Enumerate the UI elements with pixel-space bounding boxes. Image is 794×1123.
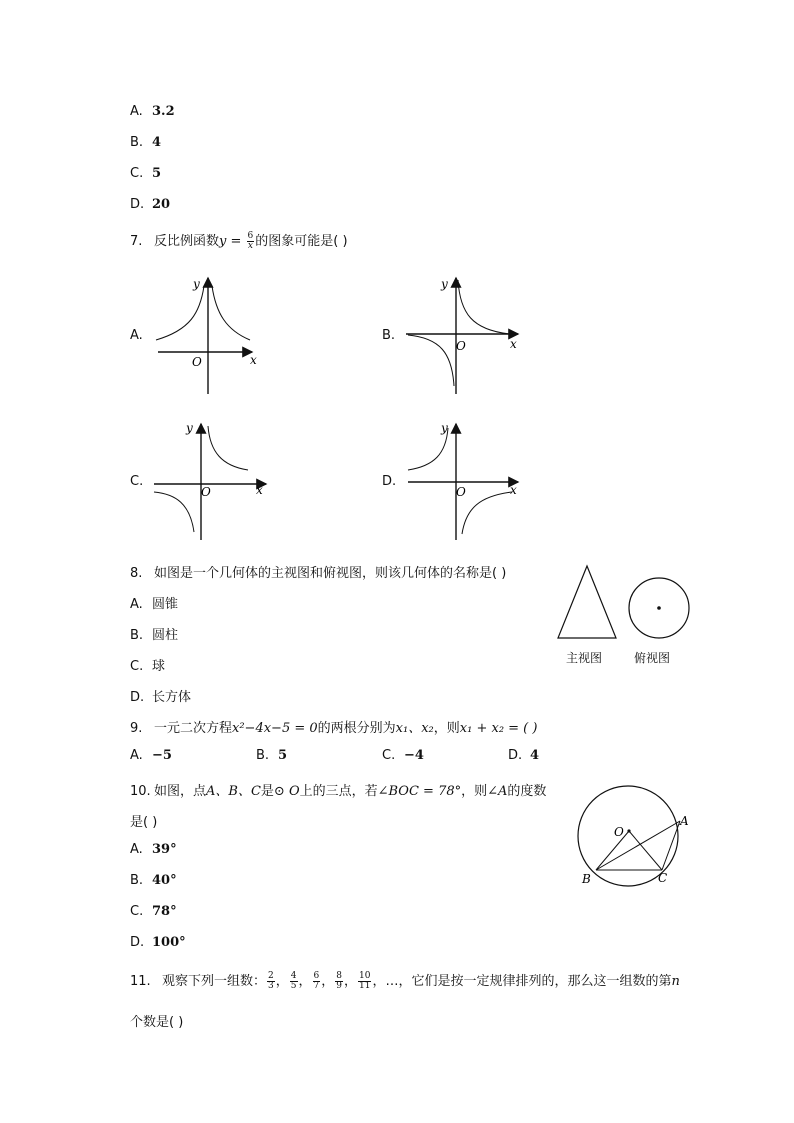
q7-graph-c-label: C. [130,474,144,489]
q6-option-a: A. 3.2 [130,104,175,119]
svg-text:x: x [256,483,263,497]
q6-option-b: B. 4 [130,135,162,150]
q9-stem: 9. 一元二次方程x²−4x−5 = 0的两根分别为x₁、x₂，则x₁ + x₂ = ( ) [130,721,538,736]
front-view-triangle [558,566,616,638]
q10-stem-line2: 是( ) [130,815,158,830]
q11-stem-line1: 11. 观察下列一组数： $\frac{2}{3}$ ， $\frac{4}{5}$ ， $\frac{6}{7}$ ， $\frac{8}{9}$ ， $\frac{10}{11}$ ，…，它们是按一定规律排列的，那么这一组数的第n [130,971,680,991]
q8-option-c: C. 球 [130,659,166,674]
svg-text:y: y [441,421,448,435]
q6-option-c: C. 5 [130,166,162,181]
q10-option-a: A. 39° [130,842,177,857]
q8-option-b: B. 圆柱 [130,628,179,643]
q7-graph-b [400,268,530,398]
q10-option-d: D. 100° [130,935,186,950]
q8-figure [552,560,697,644]
svg-text:x: x [510,337,517,351]
y-axis-label: y [193,277,200,291]
q7-graph-a [150,268,270,398]
q10-option-c: C. 78° [130,904,177,919]
q7-graph-d [400,414,530,544]
q9-option-a: A. −5 [130,748,172,763]
q11-stem-line2: 个数是( ) [130,1015,184,1030]
top-view-center-dot [657,606,661,610]
q9-option-b: B. 5 [256,748,288,763]
q7-graph-b-label: B. [382,328,396,343]
caption-front-view: 主视图 [566,651,603,665]
point-o-label: O [614,825,624,839]
q7-stem: 7. 反比例函数y = $\frac{6}{x}$ 的图象可能是( ) [130,231,348,251]
q9-option-d: D. 4 [508,748,540,763]
svg-text:y: y [186,421,193,435]
svg-text:O: O [201,485,211,499]
point-a-label: A [680,814,689,828]
q10-stem-line1: 10. 如图，点A、B、C是⊙ O上的三点，若∠BOC = 78°，则∠A的度数 [130,784,547,799]
q8-option-d: D. 长方体 [130,690,192,705]
q8-option-a: A. 圆锥 [130,597,179,612]
q7-graph-a-label: A. [130,328,143,343]
point-c-label: C [658,871,668,885]
q10-option-b: B. 40° [130,873,177,888]
q10-circle-figure [572,778,702,908]
q9-option-c: C. −4 [382,748,424,763]
origin-label: O [192,355,202,369]
svg-text:y: y [441,277,448,291]
q7-graph-c [150,414,280,544]
point-b-label: B [582,872,591,886]
svg-text:O: O [456,485,466,499]
q6-option-d: D. 20 [130,197,171,212]
x-axis-label: x [250,353,257,367]
caption-top-view: 俯视图 [634,651,671,665]
q7-graph-d-label: D. [382,474,397,489]
q8-stem: 8. 如图是一个几何体的主视图和俯视图，则该几何体的名称是( ) [130,566,507,581]
svg-text:O: O [456,339,466,353]
svg-text:x: x [510,483,517,497]
